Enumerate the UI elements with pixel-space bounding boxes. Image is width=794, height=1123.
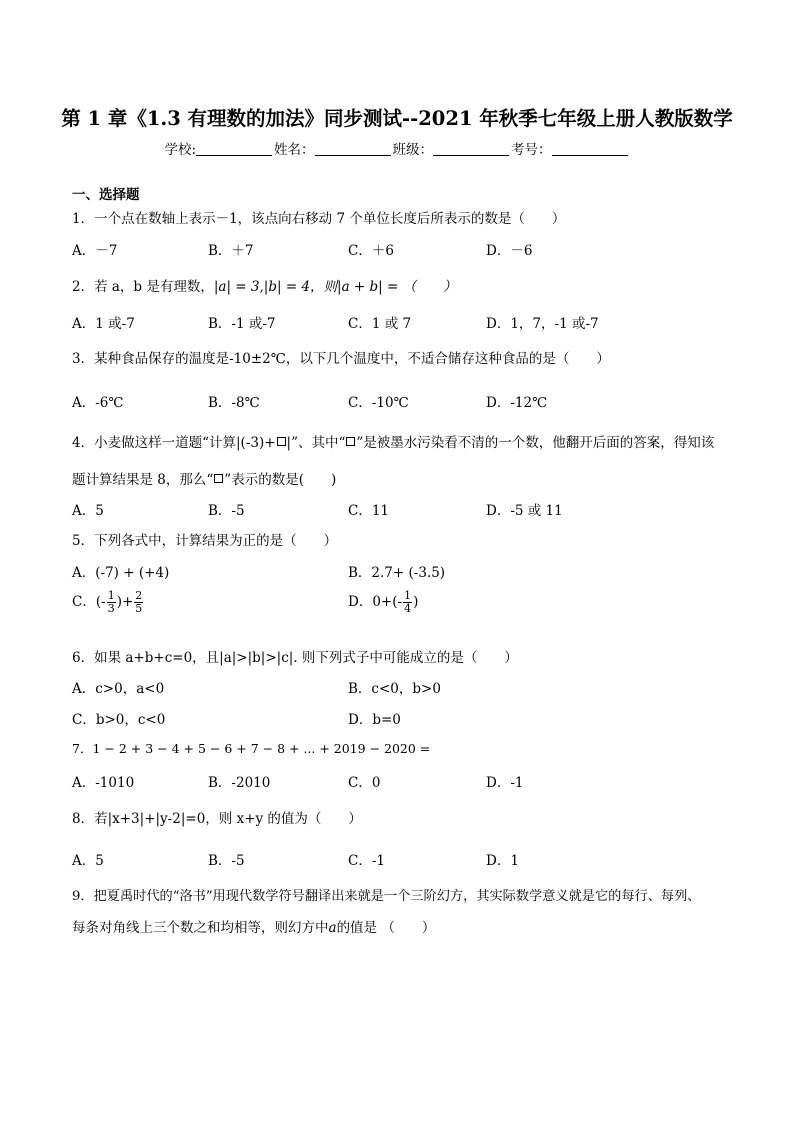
q7-option-a: A．-1010 [72, 775, 135, 791]
exam-no-label: 考号： [511, 142, 552, 158]
section-heading: 一、选择题 [72, 187, 140, 203]
question-1-stem: 1．一个点在数轴上表示－1，该点向右移动 7 个单位长度后所表示的数是（ ） [72, 211, 566, 227]
school-label: 学校: [164, 142, 197, 158]
exam-no-blank[interactable] [552, 142, 628, 156]
question-7-stem: 7．1 − 2 + 3 − 4 + 5 − 6 + 7 − 8 + ... + 2019 − 2020 = [72, 741, 431, 756]
q2-option-c: C．1 或 7 [348, 316, 412, 332]
q1-option-b: B．＋7 [208, 243, 254, 259]
q6-option-a: A．c>0，a<0 [72, 681, 165, 697]
q5-option-d [348, 590, 418, 615]
q5d-num: 1 [404, 589, 412, 602]
q7-option-d: D．-1 [486, 775, 524, 791]
q5d-fraction [403, 590, 412, 615]
q5-option-b: B．2.7+ (-3.5) [348, 565, 446, 581]
q5c-num1: 1 [107, 589, 115, 602]
school-blank[interactable] [196, 142, 272, 156]
q4-line1-b: |”、其中“ [286, 435, 346, 451]
q1-option-a: A．－7 [72, 243, 118, 259]
q4-line1-c: ”是被墨水污染看不清的一个数，他翻开后面的答案，得知该 [356, 435, 715, 451]
q3-option-b: B．-8℃ [208, 395, 260, 411]
q7-option-c: C．0 [348, 775, 381, 791]
q9-line2-b: 的值是 （ ） [336, 920, 436, 936]
q8-option-c: C．-1 [348, 853, 385, 869]
q5d-left: 0+(- [372, 594, 403, 610]
ink-blot-box-icon [346, 437, 355, 446]
q5c-left: (- [95, 594, 106, 610]
question-9-stem-line-2 [72, 916, 435, 936]
question-3-stem: 3．某种食品保存的温度是-10±2℃，以下几个温度中，不适合储存这种食品的是（ ） [72, 351, 610, 367]
q5-option-a: A．(-7) + (+4) [72, 565, 170, 581]
name-label: 姓名： [274, 142, 315, 158]
q4-option-d: D．-5 或 11 [486, 503, 563, 519]
q8-option-d: D．1 [486, 853, 519, 869]
student-info-line [0, 138, 794, 158]
q5-option-c [72, 590, 144, 615]
q4-line2-a: 题计算结果是 8，那么“ [72, 472, 214, 488]
q4-option-b: B．-5 [208, 503, 245, 519]
q4-line1-math: |(-3)+ [236, 435, 276, 451]
q5c-fraction-2 [134, 590, 143, 615]
q5d-right: ) [413, 594, 419, 610]
q6-option-d: D．b=0 [348, 712, 401, 728]
q6-option-b: B．c<0，b>0 [348, 681, 441, 697]
q1-option-d: D．－6 [486, 243, 533, 259]
q5c-num2: 2 [135, 589, 143, 602]
q5c-right: )+ [116, 594, 134, 610]
q2-stem-math: |a| = 3,|b| = 4，则|a + b| = （ ） [213, 279, 457, 295]
q5-option-d-label: D． [348, 594, 373, 610]
ink-blot-box-icon [277, 437, 286, 446]
q2-option-b: B．-1 或-7 [208, 316, 276, 332]
q4-option-a: A．5 [72, 503, 104, 519]
class-label: 班级： [392, 142, 434, 158]
q3-option-d: D．-12℃ [486, 395, 548, 411]
question-4-stem-line-1 [72, 431, 714, 451]
q5c-fraction-1 [107, 590, 116, 615]
question-2-stem [72, 275, 457, 295]
q8-option-a: A．5 [72, 853, 104, 869]
ink-blot-box-icon [214, 474, 223, 483]
q9-var-a: a [328, 920, 337, 936]
question-5-stem: 5．下列各式中，计算结果为正的是（ ） [72, 533, 338, 549]
q5-option-c-label: C． [72, 594, 96, 610]
q4-line1-a: 4．小麦做这样一道题“计算 [72, 435, 236, 451]
q2-option-a: A．1 或-7 [72, 316, 135, 332]
q5c-den2: 5 [135, 602, 143, 615]
q1-option-c: C．＋6 [348, 243, 394, 259]
q3-option-a: A．-6℃ [72, 395, 124, 411]
q8-option-b: B．-5 [208, 853, 245, 869]
q6-option-c: C．b>0，c<0 [72, 712, 166, 728]
q5c-den1: 3 [107, 602, 115, 615]
name-blank[interactable] [315, 142, 391, 156]
class-blank[interactable] [433, 142, 509, 156]
q7-option-b: B．-2010 [208, 775, 271, 791]
question-6-stem: 6．如果 a+b+c=0，且|a|>|b|>|c|. 则下列式子中可能成立的是（ ） [72, 650, 518, 666]
q5d-den: 4 [404, 602, 412, 615]
q3-option-c: C．-10℃ [348, 395, 409, 411]
page-title: 第 1 章《1.3 有理数的加法》同步测试--2021 年秋季七年级上册人教版数学 [61, 107, 733, 130]
q4-option-c: C．11 [348, 503, 390, 519]
question-4-stem-line-2 [72, 468, 336, 488]
q2-option-d: D．1，7，-1 或-7 [486, 316, 599, 332]
q2-stem-prefix: 2．若 a，b 是有理数， [72, 279, 214, 295]
q9-line2-a: 每条对角线上三个数之和均相等，则幻方中 [72, 920, 329, 936]
question-9-stem-line-1: 9．把夏禹时代的“洛书”用现代数学符号翻译出来就是一个三阶幻方，其实际数学意义就是它的每行、每列、 [72, 889, 701, 904]
q4-line2-b: ”表示的数是( ) [224, 472, 337, 488]
question-8-stem: 8．若|x+3|+|y-2|=0，则 x+y 的值为（ ） [72, 811, 362, 827]
